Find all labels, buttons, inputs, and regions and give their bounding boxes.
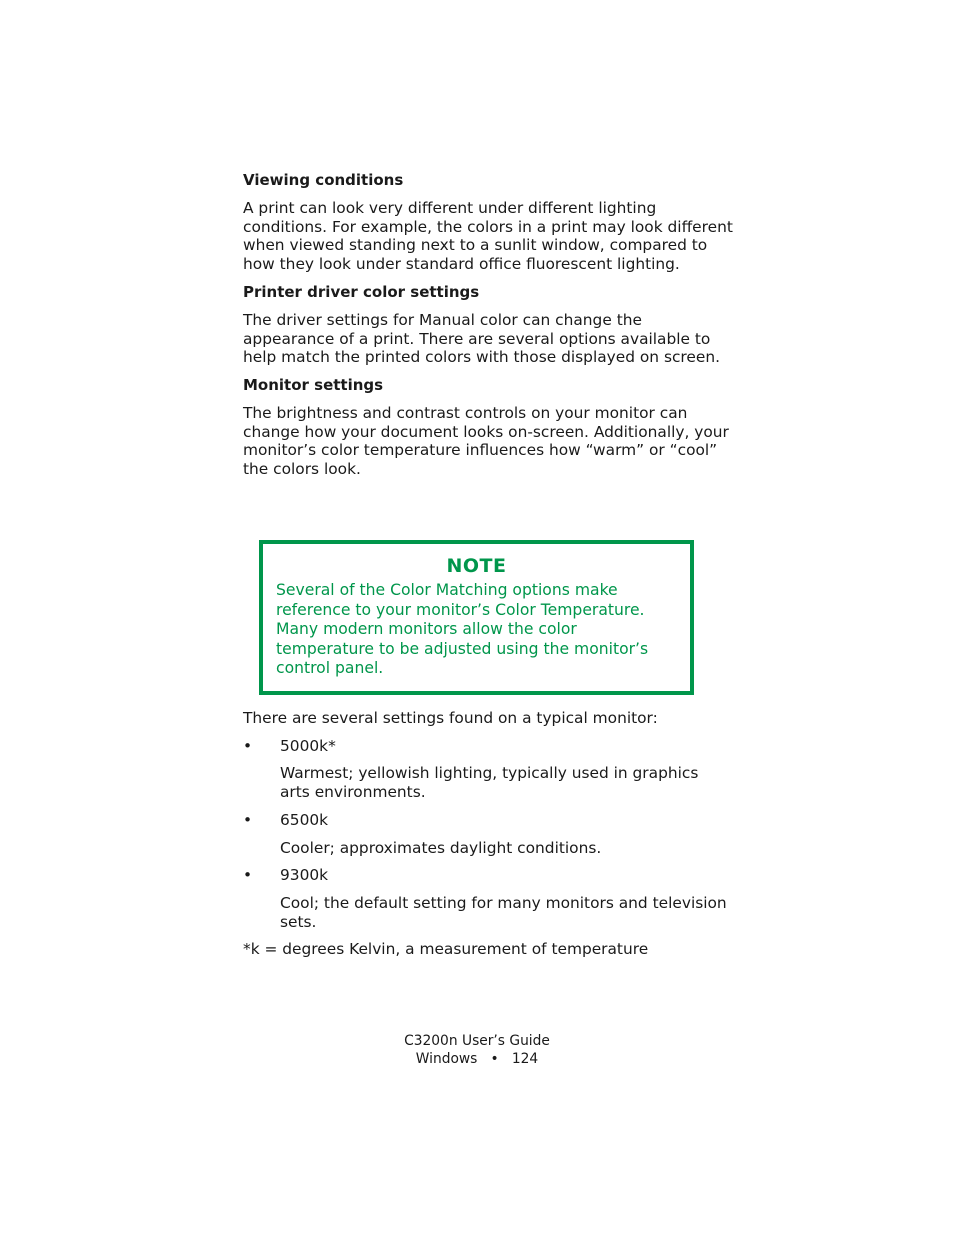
note-text: Several of the Color Matching options make reference to your monitor’s Color Temperature. Many modern monitors allow the color temperature to be adjusted using the monitor’s control panel. [276,581,649,678]
setting-label: 5000k* [280,736,336,755]
main-content [243,171,733,488]
footer-location [0,1051,954,1069]
bullet-icon: • [243,736,253,755]
list-item [243,866,733,885]
note-box [259,540,694,695]
footer-section: Windows [415,1050,478,1067]
section-viewing-conditions [243,171,733,274]
setting-label: 9300k [280,866,329,885]
guide-title: C3200n User’s Guide [404,1033,550,1049]
section-heading: Printer driver color settings [243,282,480,301]
page-footer [0,1033,954,1068]
footer-separator: • [490,1050,499,1067]
settings-intro: There are several settings found on a typical monitor: [243,709,658,727]
list-item [243,811,733,830]
section-printer-driver-color-settings [243,283,733,367]
section-body: The driver settings for Manual color can change the appearance of a print. There are several options available to help match the printed colors with those displayed on screen. [243,310,721,367]
setting-description: Warmest; yellowish lighting, typically used in graphics arts environments. [280,764,699,802]
section-heading: Monitor settings [243,375,384,394]
bullet-icon: • [243,810,253,829]
setting-label: 6500k [280,810,329,829]
monitor-settings-list [243,709,733,968]
section-body: The brightness and contrast controls on your monitor can change how your document looks on-screen. Additionally, your monitor’s color temperature influences how “warm” or “cool” the colors look. [243,403,729,479]
list-item [243,737,733,756]
section-heading: Viewing conditions [243,171,404,189]
section-body: A print can look very different under different lighting conditions. For example, the colors in a print may look different when viewed standing next to a sunlit window, compared to how they look under standard office fluorescent lighting. [243,199,733,274]
setting-description: Cooler; approximates daylight conditions. [280,838,602,857]
section-monitor-settings [243,376,733,479]
setting-description: Cool; the default setting for many monitors and television sets. [280,893,727,931]
page-number: 124 [511,1050,539,1067]
bullet-icon: • [243,866,253,885]
footnote: *k = degrees Kelvin, a measurement of temperature [243,940,649,959]
note-title: NOTE [446,555,507,577]
